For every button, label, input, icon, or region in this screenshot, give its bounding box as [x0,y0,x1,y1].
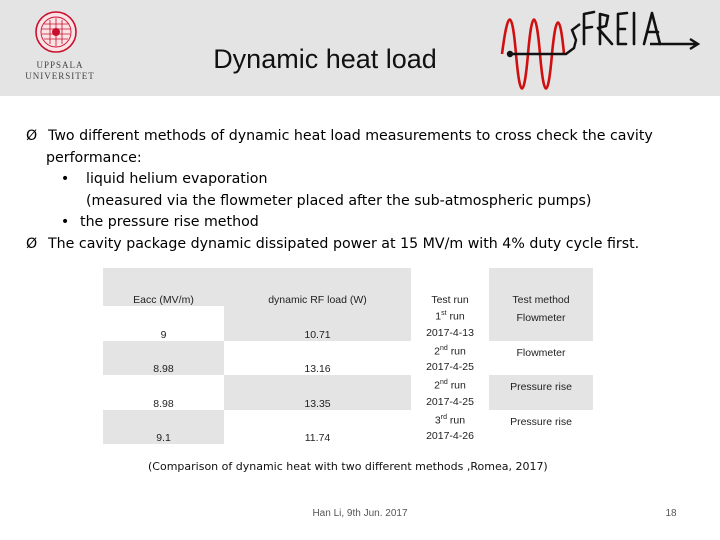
bullet-continuation: performance: [46,149,142,166]
table-row [103,341,593,376]
bullet-item: Ø The cavity package dynamic dissipated power at 15 MV/m with 4% duty cycle first. [26,234,706,256]
arrow-bullet-icon: Ø [26,128,38,144]
cell-load: 10.71 [224,306,411,341]
university-seal-icon [12,10,100,60]
cell-method: Pressure rise [489,375,593,410]
freia-logo [500,4,705,96]
svg-text:FREIA: FREIA [580,91,586,93]
cell-test-run: 2nd run 2017-4-25 [411,341,489,376]
footer-author-date: Han Li, 9th Jun. 2017 [312,508,408,519]
arrow-bullet-icon: Ø [26,235,38,252]
heat-load-table [103,268,593,444]
dot-bullet-icon: • [60,214,70,230]
sub-bullet-item: • the pressure rise method [56,212,720,234]
header-bar [0,0,720,96]
cell-eacc: 9 [103,306,224,341]
cell-test-run: 1st run 2017-4-13 [411,306,489,341]
cell-method: Pressure rise [489,410,593,445]
page-number: 18 [665,508,677,519]
sub-bullet-continuation: (measured via the flowmeter placed after the sub-atmospheric pumps) [86,192,592,209]
cell-test-run: 3rd run 2017-4-26 [411,410,489,445]
sub-bullet-item: • liquid helium evaporation [56,169,720,191]
header-dynamic-load: dynamic RF load (W) [224,268,411,306]
cell-load: 13.16 [224,341,411,376]
table-row [103,306,593,341]
cell-eacc: 9.1 [103,410,224,445]
cell-test-run: 2nd run 2017-4-25 [411,375,489,410]
cell-eacc: 8.98 [103,341,224,376]
dot-bullet-icon: • [60,171,70,187]
table-row [103,410,593,445]
header-test-run: Test run [411,268,489,306]
header-eacc: Eacc (MV/m) [103,268,224,306]
slide-title: Dynamic heat load [213,44,437,74]
university-name: UPPSALA UNIVERSITET [25,60,95,81]
uppsala-university-logo [12,10,100,86]
header-test-method: Test method [489,268,593,306]
bullet-item: Ø Two different methods of dynamic heat load measurements to cross check the cavity [26,126,706,148]
cell-eacc: 8.98 [103,375,224,410]
bullet-list [26,126,706,255]
table-row [103,375,593,410]
cell-method: Flowmeter [489,306,593,341]
table-header-row [103,268,593,306]
cell-load: 13.35 [224,375,411,410]
cell-load: 11.74 [224,410,411,445]
table-caption: (Comparison of dynamic heat with two different methods ,Romea, 2017) [148,460,548,473]
cell-method: Flowmeter [489,341,593,376]
